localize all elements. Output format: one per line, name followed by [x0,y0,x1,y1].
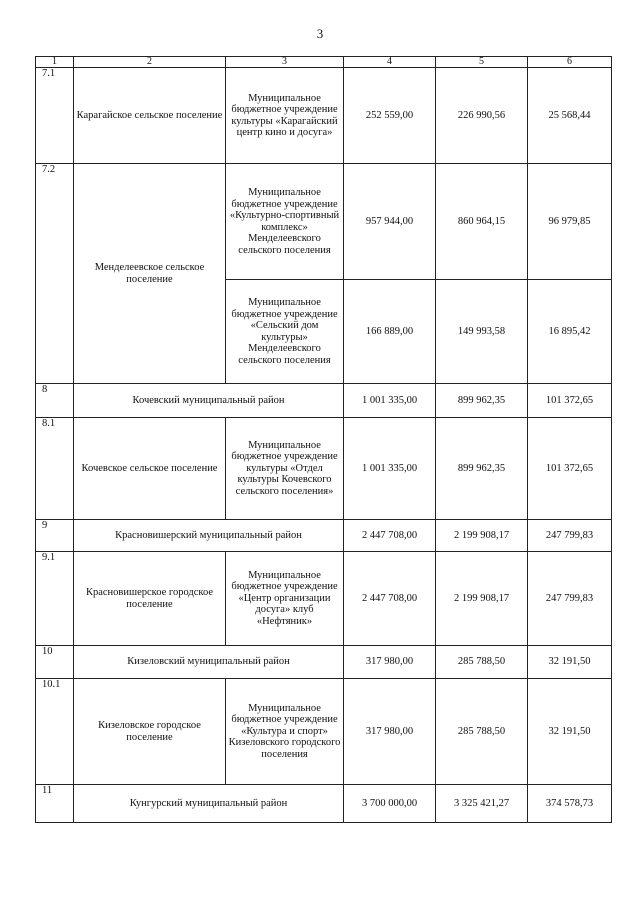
amount-col4: 166 889,00 [344,280,436,384]
amount-col6: 247 799,83 [528,552,612,646]
settlement-name: Кизеловское городское поселение [74,679,226,785]
amount-col4: 3 700 000,00 [344,785,436,823]
table-row [36,384,612,418]
amount-col4: 317 980,00 [344,679,436,785]
institution-name: Муниципальное бюджетное учреждение «Сельский дом культуры» Менделеевского сельского поселения [226,280,344,384]
header-cell: 3 [226,57,344,68]
header-cell: 2 [74,57,226,68]
amount-col4: 317 980,00 [344,646,436,679]
amount-col4: 957 944,00 [344,164,436,280]
row-number: 10.1 [36,679,74,785]
header-cell: 4 [344,57,436,68]
table-row [36,418,612,520]
settlement-name: Красновишерское городское поселение [74,552,226,646]
table-row [36,68,612,164]
amount-col5: 226 990,56 [436,68,528,164]
institution-name: Муниципальное бюджетное учреждение «Культурно-спортивный комплекс» Менделеевского сельского поселения [226,164,344,280]
table-row [36,785,612,823]
settlement-name: Менделеевское сельское поселение [74,164,226,384]
header-cell: 1 [36,57,74,68]
table-row [36,520,612,552]
amount-col6: 101 372,65 [528,418,612,520]
settlement-name: Кочевское сельское поселение [74,418,226,520]
institution-name: Муниципальное бюджетное учреждение «Центр организации досуга» клуб «Нефтяник» [226,552,344,646]
row-number: 10 [36,646,74,679]
amount-col5: 2 199 908,17 [436,520,528,552]
row-number: 8.1 [36,418,74,520]
row-number: 7.1 [36,68,74,164]
amount-col6: 101 372,65 [528,384,612,418]
institution-name: Муниципальное бюджетное учреждение культуры «Отдел культуры Кочевского сельского поселения» [226,418,344,520]
district-name: Кунгурский муниципальный район [74,785,344,823]
amount-col5: 860 964,15 [436,164,528,280]
table-row [36,679,612,785]
district-name: Кизеловский муниципальный район [74,646,344,679]
institution-name: Муниципальное бюджетное учреждение культуры «Карагайский центр кино и досуга» [226,68,344,164]
row-number: 11 [36,785,74,823]
amount-col5: 3 325 421,27 [436,785,528,823]
amount-col6: 32 191,50 [528,646,612,679]
amount-col6: 25 568,44 [528,68,612,164]
amount-col5: 149 993,58 [436,280,528,384]
amount-col5: 899 962,35 [436,418,528,520]
row-number: 7.2 [36,164,74,384]
institution-name: Муниципальное бюджетное учреждение «Культура и спорт» Кизеловского городского поселения [226,679,344,785]
header-row [36,57,612,68]
row-number: 8 [36,384,74,418]
budget-table [35,56,612,823]
amount-col4: 1 001 335,00 [344,418,436,520]
table-row [36,164,612,280]
amount-col5: 285 788,50 [436,679,528,785]
amount-col6: 16 895,42 [528,280,612,384]
amount-col4: 2 447 708,00 [344,520,436,552]
header-cell: 6 [528,57,612,68]
district-name: Кочевский муниципальный район [74,384,344,418]
row-number: 9 [36,520,74,552]
district-name: Красновишерский муниципальный район [74,520,344,552]
amount-col5: 285 788,50 [436,646,528,679]
amount-col6: 32 191,50 [528,679,612,785]
amount-col4: 2 447 708,00 [344,552,436,646]
header-cell: 5 [436,57,528,68]
table-row [36,552,612,646]
amount-col5: 899 962,35 [436,384,528,418]
page-number: 3 [316,26,324,41]
amount-col5: 2 199 908,17 [436,552,528,646]
amount-col4: 252 559,00 [344,68,436,164]
amount-col4: 1 001 335,00 [344,384,436,418]
settlement-name: Карагайское сельское поселение [74,68,226,164]
table-row [36,646,612,679]
amount-col6: 247 799,83 [528,520,612,552]
row-number: 9.1 [36,552,74,646]
amount-col6: 96 979,85 [528,164,612,280]
amount-col6: 374 578,73 [528,785,612,823]
